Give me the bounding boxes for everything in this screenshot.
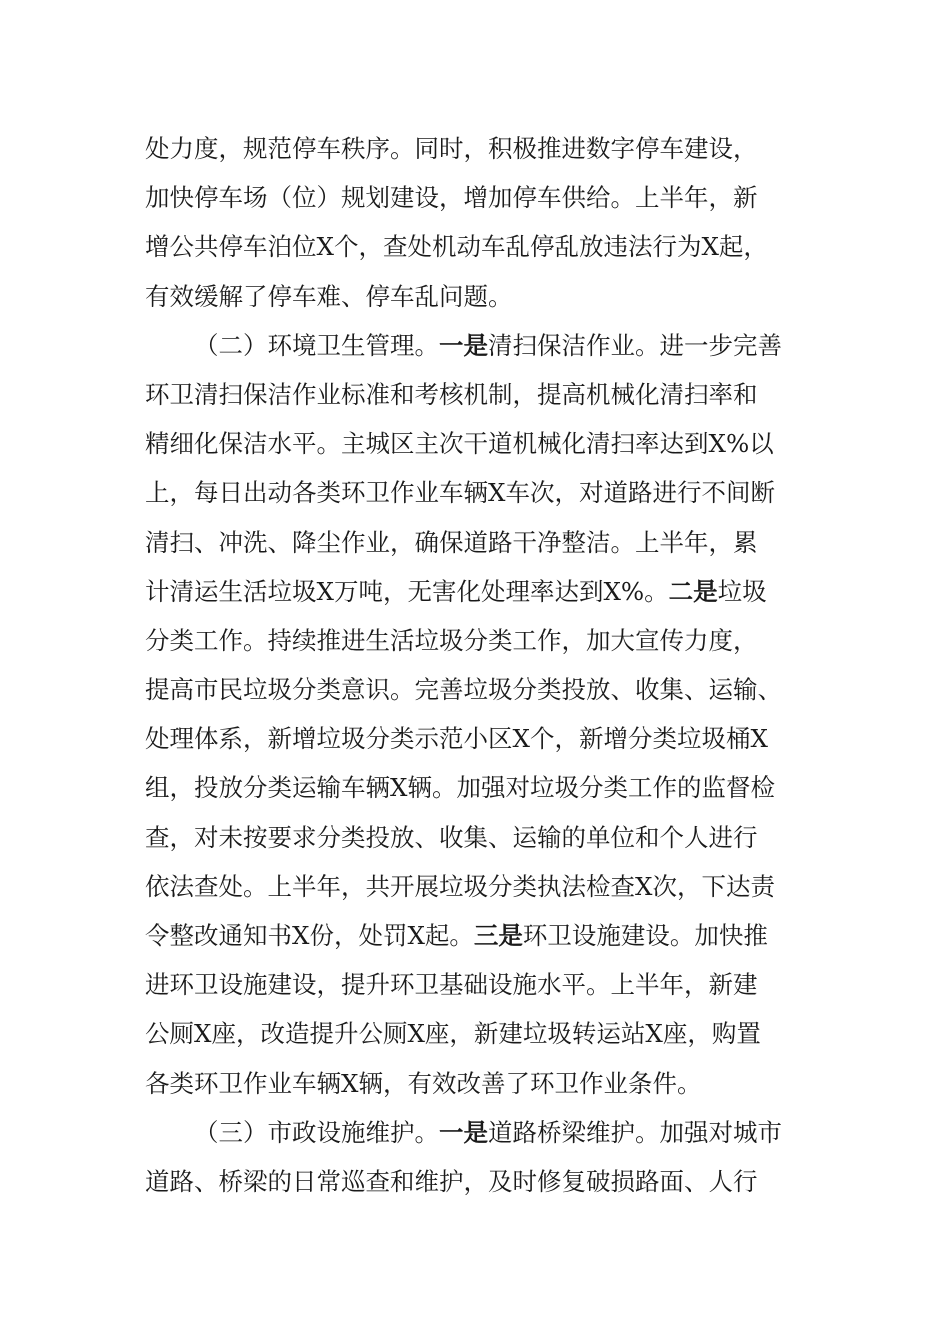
ordinal-marker: 三是 [473, 921, 523, 950]
paragraph-2-line-10: 组，投放分类运输车辆X辆。加强对垃圾分类工作的监督检 [145, 773, 775, 803]
section-heading-3: （三）市政设施维护。 [194, 1117, 439, 1147]
paragraph-2-line-12: 依法查处。上半年，共开展垃圾分类执法检查X次，下达责 [145, 871, 775, 901]
paragraph-2-line-3: 精细化保洁水平。主城区主次干道机械化清扫率达到X%以 [145, 429, 774, 459]
paragraph-2-line-6 [145, 567, 825, 616]
document-body [145, 124, 825, 1206]
text-run: 环卫设施建设。加快推 [522, 921, 768, 950]
section-heading-2: （二）环境卫生管理。 [194, 330, 439, 360]
paragraph-1-line-2: 加快停车场（位）规划建设，增加停车供给。上半年，新 [145, 183, 758, 213]
paragraph-2-line-16: 各类环卫作业车辆X辆，有效改善了环卫作业条件。 [145, 1068, 702, 1098]
ordinal-marker: 一是 [439, 1117, 488, 1147]
paragraph-1-line-1: 处力度，规范停车秩序。同时，积极推进数字停车建设， [145, 134, 758, 163]
paragraph-2-line-15: 公厕X座，改造提升公厕X座，新建垃圾转运站X座，购置 [145, 1019, 761, 1049]
paragraph-2-line-13 [145, 911, 825, 960]
text-run: 垃圾 [717, 576, 767, 606]
paragraph-2-line-4: 上，每日出动各类环卫作业车辆X车次，对道路进行不间断 [145, 478, 775, 508]
paragraph-2-line-11: 查，对未按要求分类投放、收集、运输的单位和个人进行 [145, 822, 758, 852]
paragraph-2-line-2: 环卫清扫保洁作业标准和考核机制，提高机械化清扫率和 [145, 379, 758, 409]
text-run: 清扫保洁作业。进一步完善 [488, 330, 782, 360]
text-run: 道路桥梁维护。加强对城市 [488, 1117, 782, 1147]
ordinal-marker: 一是 [439, 330, 488, 360]
paragraph-2-line-1 [145, 321, 825, 370]
paragraph-2-line-5: 清扫、冲洗、降尘作业，确保道路干净整洁。上半年，累 [145, 527, 758, 557]
paragraph-1-line-4: 有效缓解了停车难、停车乱问题。 [145, 281, 513, 311]
text-run: 令整改通知书X份，处罚X起。 [145, 921, 474, 950]
paragraph-3-line-2: 道路、桥梁的日常巡查和维护，及时修复破损路面、人行 [145, 1166, 758, 1196]
paragraph-1-line-3: 增公共停车泊位X个，查处机动车乱停乱放违法行为X起， [145, 232, 768, 262]
text-run: 计清运生活垃圾X万吨，无害化处理率达到X%。 [145, 576, 669, 606]
paragraph-2-line-7: 分类工作。持续推进生活垃圾分类工作，加大宣传力度， [145, 625, 758, 655]
paragraph-2-line-9: 处理体系，新增垃圾分类示范小区X个，新增分类垃圾桶X [145, 724, 768, 754]
paragraph-3-line-1 [145, 1108, 825, 1157]
ordinal-marker: 二是 [668, 576, 718, 606]
paragraph-2-line-8: 提高市民垃圾分类意识。完善垃圾分类投放、收集、运输、 [145, 675, 782, 705]
paragraph-2-line-14: 进环卫设施建设，提升环卫基础设施水平。上半年，新建 [145, 970, 758, 1000]
